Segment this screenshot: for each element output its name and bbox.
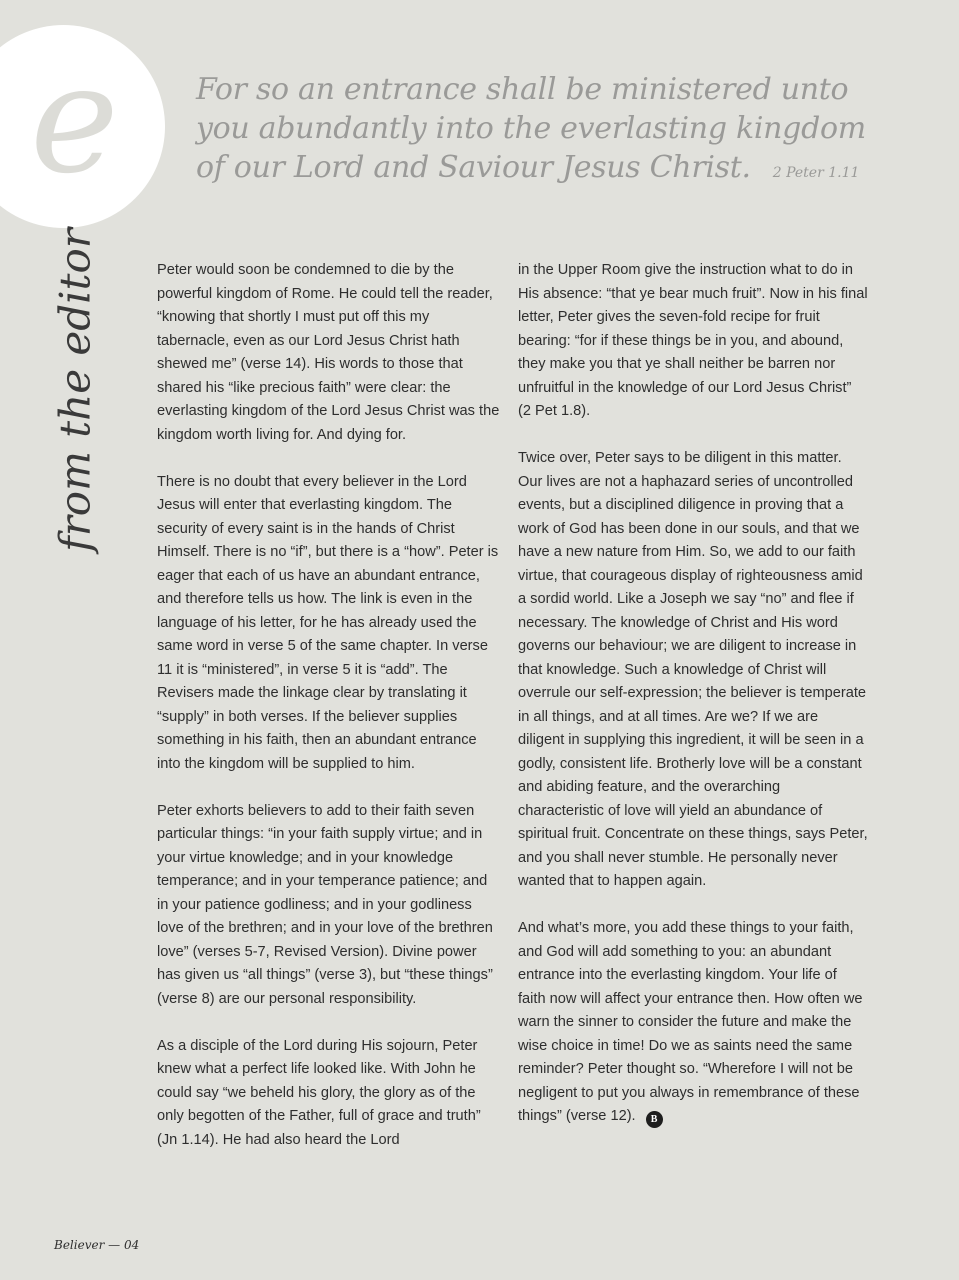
pull-quote [196,70,896,193]
article-paragraph: Twice over, Peter says to be diligent in this matter. Our lives are not a haphazard series of uncontrolled events, but a disciplined diligence in proving that a work of God has been done in our souls, and that we have a new nature from Him. So, we add to our faith virtue, that courageous display of righteousness amid a sordid world. Like a Joseph we say “no” and flee if necessary. The knowledge of Christ and His word governs our behaviour; we are diligent to increase in that knowledge. Such a knowledge of Christ will overrule our self-expression; the believer is temperate in all things, and at all times. Are we? If we are diligent in supplying this ingredient, it will be seen in a godly, consistent life. Brotherly love will be a constant and abiding feature, and the overarching characteristic of love will yield an abundance of spiritual fruit. Concentrate on these things, says Peter, and you shall never stumble. He personally never wanted that to happen again. [518,450,868,889]
editor-logo-letter: e [30,33,119,207]
section-title: from the editor [50,228,100,552]
article-column-left [157,259,502,1176]
end-mark-icon: B [646,1111,663,1128]
article-paragraph: in the Upper Room give the instruction what to do in His absence: “that ye bear much fruit”. Now in his final letter, Peter gives the seven-fold recipe for fruit bearing: “for if these things be in you, and abound, they make you that ye shall neither be barren nor unfruitful in the knowledge of our Lord Jesus Christ” (2 Pet 1.8). [518,262,868,419]
article-paragraph-last [518,917,868,1129]
article-paragraph-text: And what’s more, you add these things to your faith, and God will add something to you: an abundant entrance into the everlasting kingdom. Your life of faith now will affect your entrance then. How often we warn the sinner to consider the future and make the wise choice in time! Do we as saints need the same reminder? Peter thought so. “Wherefore I will not be negligent to put you always in remembrance of these things” (verse 12). [518,920,863,1124]
article-paragraph: There is no doubt that every believer in the Lord Jesus will enter that everlasting kingdom. The security of every saint is in the hands of Christ Himself. There is no “if”, but there is a “how”. Peter is eager that each of us have an abundant entrance, and therefore tells us how. The link is even in the language of his letter, for he has already used the same word in verse 5 of the same chapter. In verse 11 it is “ministered”, in verse 5 it is “add”. The Revisers made the linkage clear by translating it “supply” in both verses. If the believer supplies something in his faith, then an abundant entrance into the kingdom will be supplied to him. [157,473,499,772]
quote-reference: 2 Peter 1.11 [772,165,860,181]
page-footer: Believer — 04 [54,1238,140,1252]
quote-text: For so an entrance shall be ministered unto you abundantly into the everlasting kingdom of our Lord and Saviour Jesus Christ. [196,72,866,185]
article-paragraph: As a disciple of the Lord during His sojourn, Peter knew what a perfect life looked like. With John he could say “we beheld his glory, the glory as of the only begotten of the Father, full of grace and truth” (Jn 1.14). He had also heard the Lord [157,1037,481,1148]
article-paragraph: Peter exhorts believers to add to their faith seven particular things: “in your faith supply virtue; and in your virtue knowledge; and in your knowledge temperance; and in your temperance patience; and in your patience godliness; and in your godliness love of the brethren; and in your love of the brethren love” (verses 5-7, Revised Version). Divine power has given us “all things” (verse 3), but “these things” (verse 8) are our personal responsibility. [157,802,493,1007]
article-column-right [518,259,868,1152]
article-paragraph: Peter would soon be condemned to die by the powerful kingdom of Rome. He could tell the reader, “knowing that shortly I must put off this my tabernacle, even as our Lord Jesus Christ hath shewed me” (verse 14). His words to those that shared his “like precious faith” were clear: the everlasting kingdom of the Lord Jesus Christ was the kingdom worth living for. And dying for. [157,262,500,443]
